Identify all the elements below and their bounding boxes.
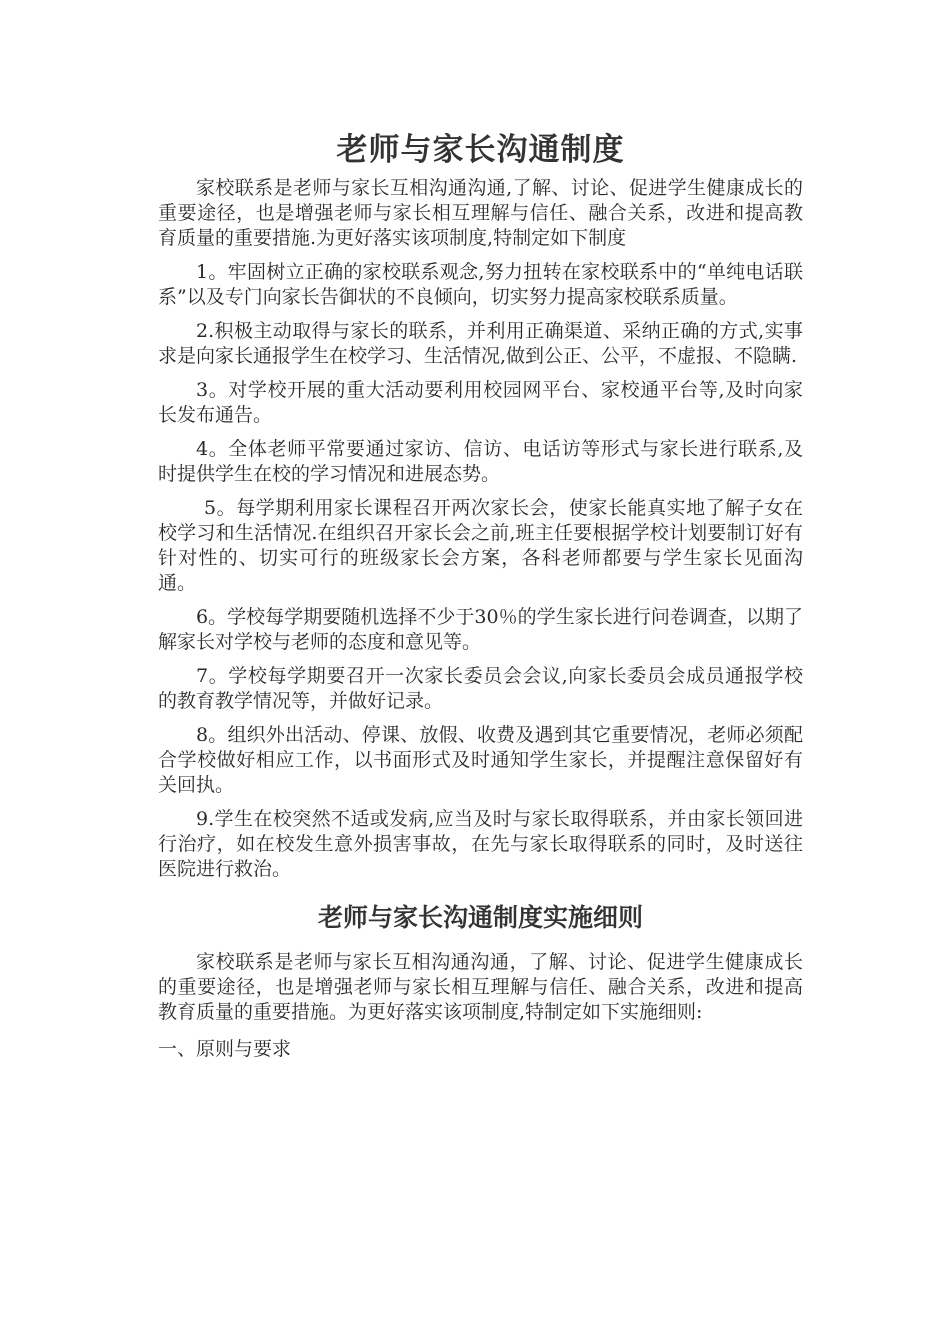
section-heading: 一、原则与要求 xyxy=(158,1038,292,1060)
document-page xyxy=(158,128,803,1062)
list-item: 5。每学期利用家长课程召开两次家长会，使家长能真实地了解子女在校学习和生活情况.在组织召开家长会之前,班主任要根据学校计划要制订好有针对性的、切实可行的班级家长会方案，各科老师都要与学生家长见面沟通。 xyxy=(158,497,803,594)
intro-paragraph-2: 家校联系是老师与家长互相沟通沟通，了解、讨论、促进学生健康成长的重要途径，也是增强老师与家长相互理解与信任、融合关系，改进和提高教育质量的重要措施。为更好落实该项制度,特制定如下实施细则: xyxy=(158,951,803,1023)
list-item: 2.积极主动取得与家长的联系，并利用正确渠道、采纳正确的方式,实事求是向家长通报学生在校学习、生活情况,做到公正、公平，不虚报、不隐瞒. xyxy=(158,320,803,367)
page-title: 老师与家长沟通制度 xyxy=(336,132,625,168)
list-item: 9.学生在校突然不适或发病,应当及时与家长取得联系，并由家长领回进行治疗，如在校发生意外损害事故，在先与家长取得联系的同时，及时送往医院进行救治。 xyxy=(158,808,803,880)
list-item: 4。全体老师平常要通过家访、信访、电话访等形式与家长进行联系,及时提供学生在校的学习情况和进展态势。 xyxy=(158,438,803,485)
list-item: 1。牢固树立正确的家校联系观念,努力扭转在家校联系中的“单纯电话联系”以及专门向家长告御状的不良倾向，切实努力提高家校联系质量。 xyxy=(158,261,803,308)
section-title: 老师与家长沟通制度实施细则 xyxy=(317,903,643,932)
list-item: 3。对学校开展的重大活动要利用校园网平台、家校通平台等,及时向家长发布通告。 xyxy=(158,379,803,426)
intro-paragraph: 家校联系是老师与家长互相沟通沟通,了解、讨论、促进学生健康成长的重要途径，也是增强老师与家长相互理解与信任、融合关系，改进和提高教育质量的重要措施.为更好落实该项制度,特制定如下制度 xyxy=(158,177,803,249)
list-item: 7。学校每学期要召开一次家长委员会会议,向家长委员会成员通报学校的教育教学情况等，并做好记录。 xyxy=(158,665,803,712)
list-item: 6。学校每学期要随机选择不少于30％的学生家长进行问卷调查，以期了解家长对学校与老师的态度和意见等。 xyxy=(158,606,803,653)
list-item: 8。组织外出活动、停课、放假、收费及遇到其它重要情况，老师必须配合学校做好相应工作，以书面形式及时通知学生家长，并提醒注意保留好有关回执。 xyxy=(158,724,803,796)
